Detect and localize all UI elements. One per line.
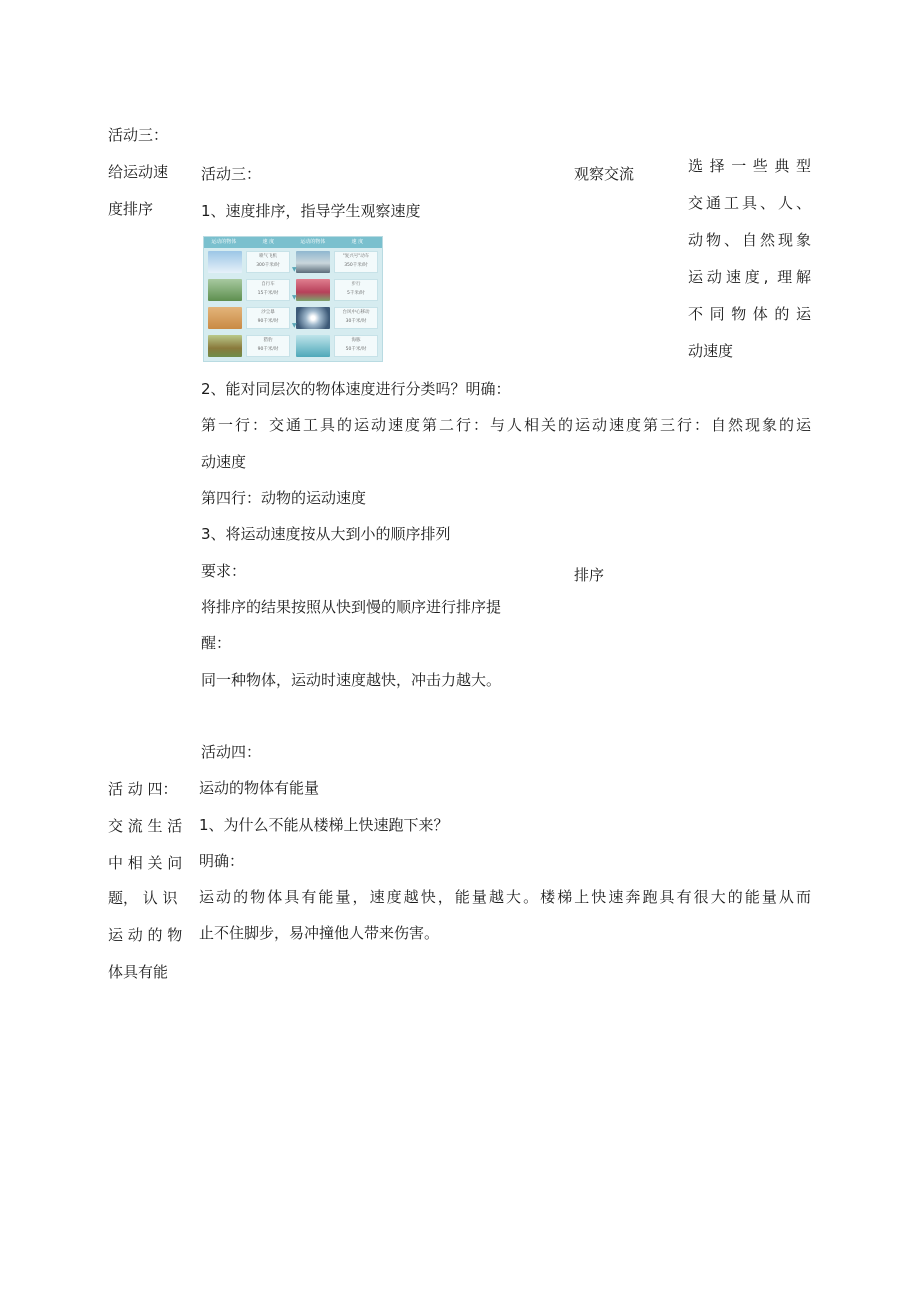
- walking-image: [296, 279, 330, 301]
- clarify-label: 明确：: [199, 852, 245, 870]
- bicycle-image: [208, 279, 242, 301]
- activity3-left-heading: 活动三：: [108, 126, 169, 144]
- intent-line-6: 动速度: [688, 342, 734, 360]
- dolphin-image: [296, 335, 330, 357]
- bullet-train-image: [296, 251, 330, 273]
- arrow-down-icon: ▼: [292, 266, 297, 273]
- arrow-down-icon: ▼: [292, 294, 297, 301]
- activity4-title: 运动的物体有能量: [199, 779, 320, 797]
- activity4-left-title-4: 题， 认 识: [108, 889, 178, 907]
- activity4-left-title-3: 中 相 关 问: [108, 854, 183, 872]
- activity4-item-1: 1、为什么不能从楼梯上快速跑下来？: [199, 816, 449, 834]
- speed-cell: 台风中心移动 30千米/时: [334, 307, 378, 329]
- activity4-body-line-2: 止不住脚步，易冲撞他人带来伤害。: [199, 924, 440, 942]
- activity4-heading: 活动四：: [201, 743, 262, 761]
- activity3-item-1: 1、速度排序，指导学生观察速度: [201, 202, 421, 220]
- student-activity-observe: 观察交流: [574, 165, 635, 183]
- activity4-left-title-2: 交 流 生 活: [108, 817, 183, 835]
- requirement-line-1: 将排序的结果按照从快到慢的顺序进行排序提: [201, 598, 502, 616]
- intent-line-3: 动物、自然现象: [688, 231, 811, 249]
- activity4-left-title-5: 运 动 的 物: [108, 926, 183, 944]
- sandstorm-image: [208, 307, 242, 329]
- activity4-body-line-1: 运动的物体具有能量，速度越快，能量越大。楼梯上快速奔跑具有很大的能量从而: [199, 888, 811, 906]
- figure-header-object: 运动的物体: [300, 239, 326, 245]
- intent-line-1: 选 择 一 些 典 型: [688, 157, 811, 175]
- activity3-left-title-2: 度排序: [108, 200, 154, 218]
- typhoon-image: [296, 307, 330, 329]
- figure-header-object: 运动的物体: [211, 239, 237, 245]
- intent-line-2: 交通工具、人、: [688, 194, 811, 212]
- rows-description-line-1: 第一行：交通工具的运动速度第二行：与人相关的运动速度第三行：自然现象的运: [201, 416, 811, 434]
- student-activity-sort: 排序: [574, 566, 605, 584]
- speed-cell: "复兴号"动车 350千米/时: [334, 251, 378, 273]
- activity4-left-title-1: 活 动 四：: [108, 780, 178, 798]
- speed-cell: 沙尘暴 90千米/时: [246, 307, 290, 329]
- requirement-line-2: 醒：: [201, 634, 232, 652]
- reminder-text: 同一种物体，运动时速度越快，冲击力越大。: [201, 671, 502, 689]
- intent-line-4: 运动速度, 理解: [688, 268, 811, 286]
- arrow-down-icon: ▼: [292, 322, 297, 329]
- speed-cell: 自行车 15千米/时: [246, 279, 290, 301]
- activity3-left-title-1: 给运动速: [108, 163, 169, 181]
- figure-header-speed: 速 度: [351, 239, 364, 245]
- figure-row: [204, 333, 382, 359]
- rows-description-line-2: 动速度: [201, 453, 247, 471]
- activity3-item-2: 2、能对同层次的物体速度进行分类吗？明确：: [201, 380, 511, 398]
- figure-header: [204, 237, 382, 248]
- speed-table-figure: [203, 236, 383, 362]
- activity3-item-3: 3、将运动速度按从大到小的顺序排列: [201, 525, 451, 543]
- figure-header-speed: 速 度: [262, 239, 275, 245]
- intent-line-5: 不同物体的运: [688, 305, 811, 323]
- row-4-description: 第四行：动物的运动速度: [201, 489, 367, 507]
- activity3-heading: 活动三：: [201, 165, 262, 183]
- jet-plane-image: [208, 251, 242, 273]
- activity4-left-title-6: 体具有能: [108, 963, 169, 981]
- speed-cell: 猎豹 90千米/时: [246, 335, 290, 357]
- speed-cell: 步行 5千米/时: [334, 279, 378, 301]
- speed-cell: 喷气飞机 300千米/时: [246, 251, 290, 273]
- requirement-label: 要求：: [201, 562, 247, 580]
- cheetah-image: [208, 335, 242, 357]
- speed-cell: 海豚 50千米/时: [334, 335, 378, 357]
